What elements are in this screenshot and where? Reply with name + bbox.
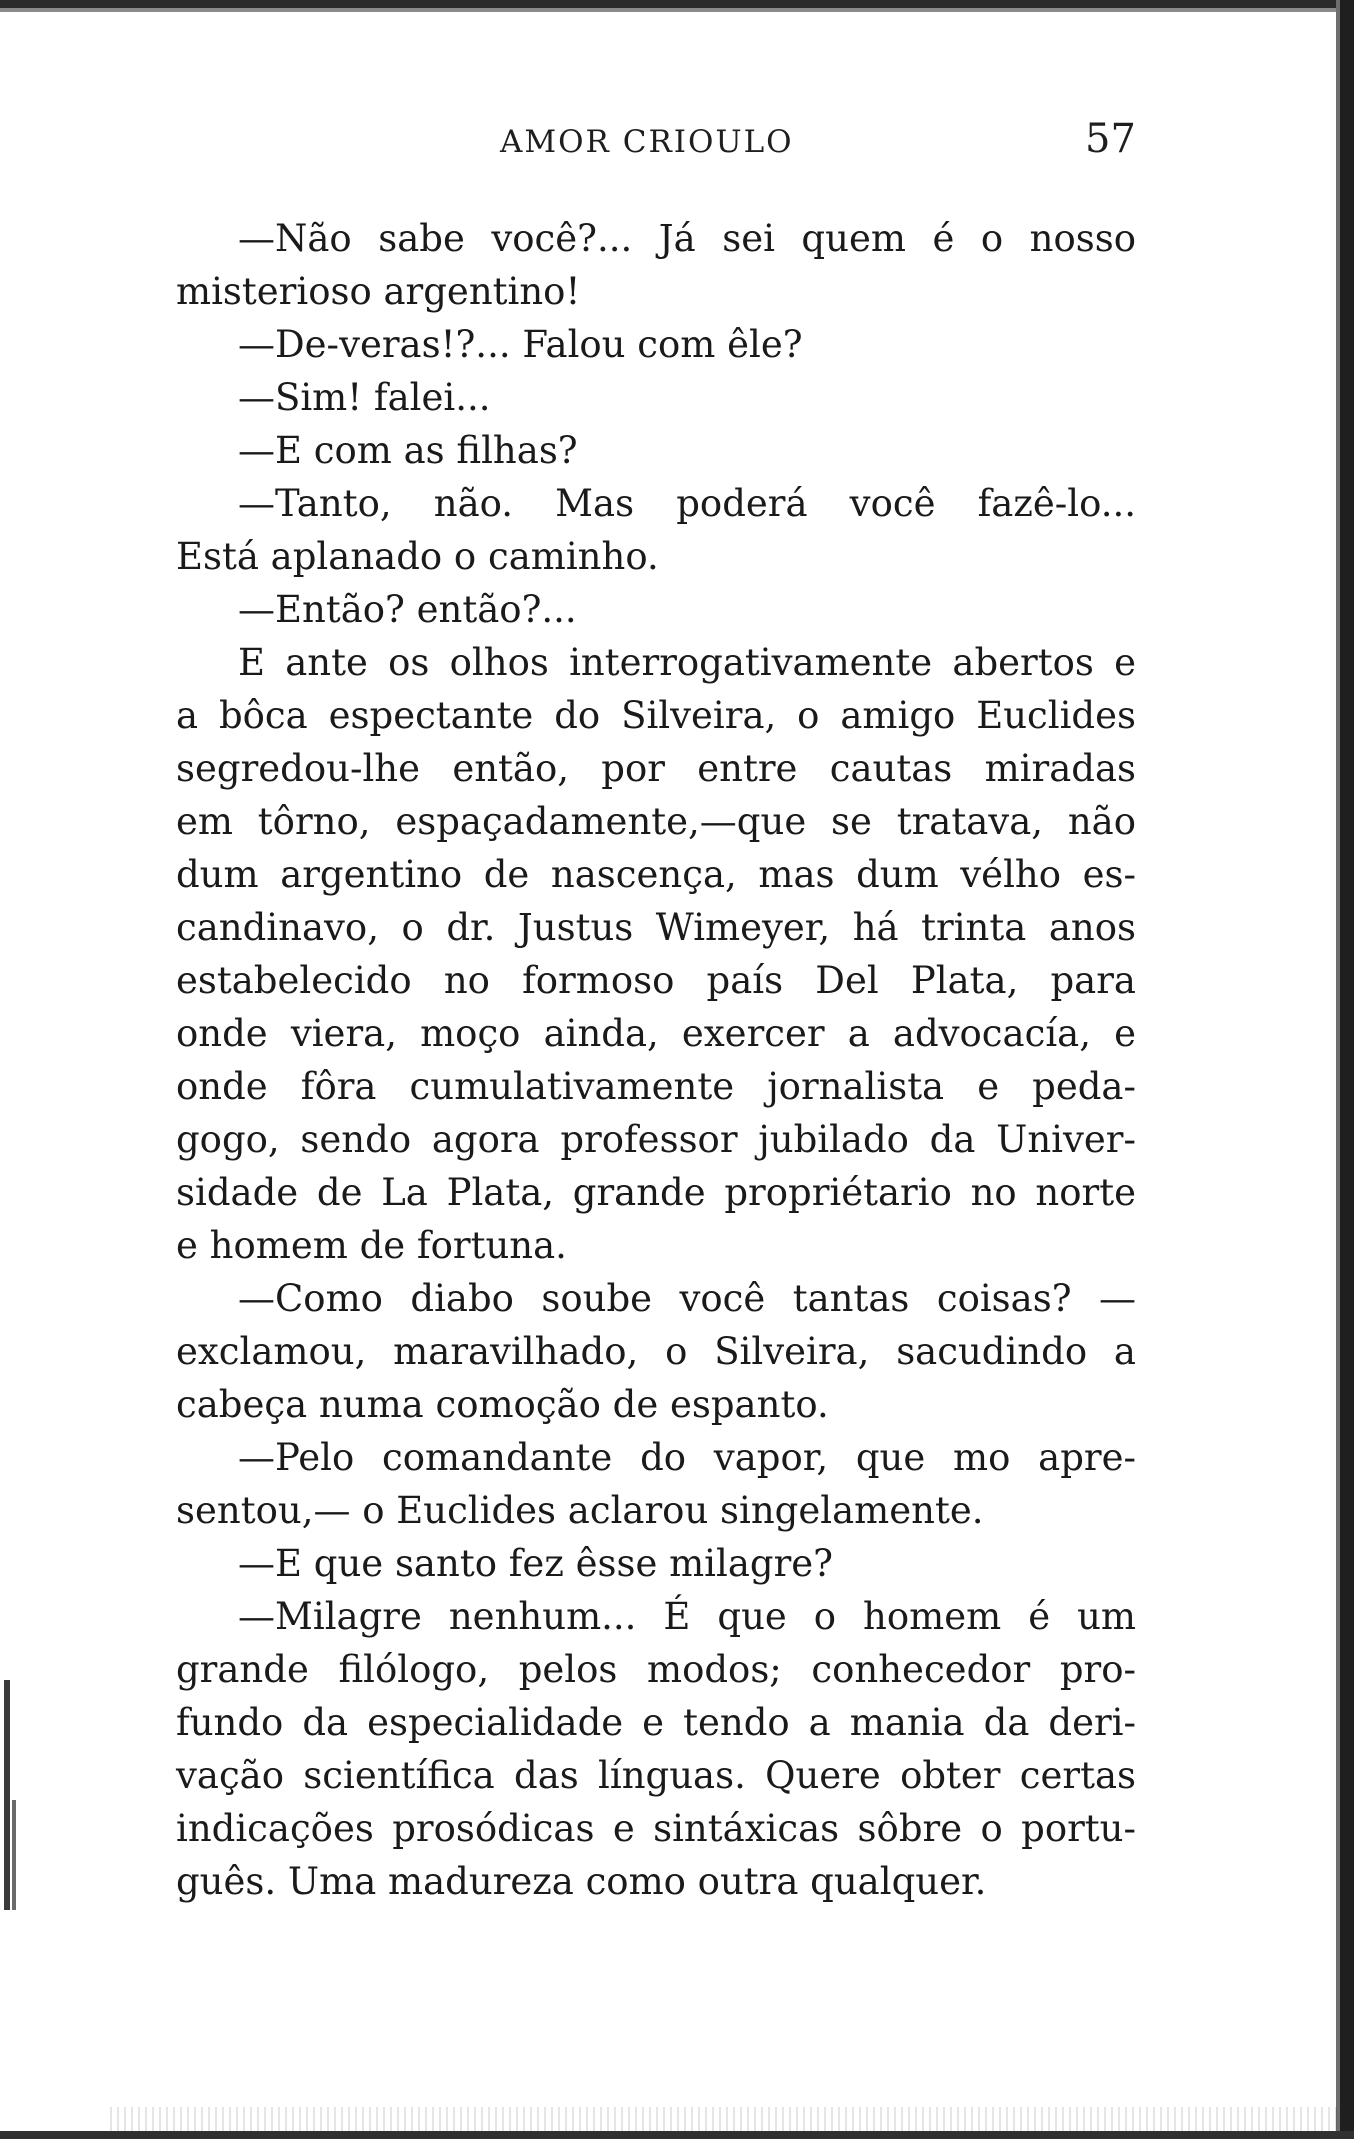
text-line: dum argentino de nascença, mas dum vélho es- — [176, 853, 1136, 896]
scan-edge-bottom — [0, 2131, 1354, 2139]
text-line: —Milagre nenhum... É que o homem é um — [238, 1595, 1136, 1638]
text-line: —Tanto, não. Mas poderá você fazê-lo... — [238, 482, 1136, 525]
scan-edge-right-shadow — [1336, 0, 1340, 2139]
scan-edge-top-shadow — [0, 8, 1354, 12]
text-line: —E que santo fez êsse milagre? — [238, 1542, 834, 1585]
text-line: segredou-lhe então, por entre cautas miradas — [176, 747, 1136, 790]
text-line: —Sim! falei... — [238, 376, 491, 419]
text-line: indicações prosódicas e sintáxicas sôbre o portu- — [176, 1807, 1136, 1850]
text-line: misterioso argentino! — [176, 270, 581, 313]
text-line: em tôrno, espaçadamente,—que se tratava, não — [176, 800, 1136, 843]
text-line: onde viera, moço ainda, exercer a advocacía, e — [176, 1012, 1136, 1055]
text-line: —Então? então?... — [238, 588, 577, 631]
text-line: E ante os olhos interrogativamente abertos e — [238, 641, 1136, 684]
text-line: —E com as filhas? — [238, 429, 578, 472]
text-line: candinavo, o dr. Justus Wimeyer, há trinta anos — [176, 906, 1136, 949]
page-header — [0, 116, 1354, 166]
text-line: —Como diabo soube você tantas coisas? — — [238, 1277, 1136, 1320]
scan-mark-left — [4, 1680, 10, 1910]
scan-edge-top — [0, 0, 1354, 8]
text-line: fundo da especialidade e tendo a mania da deri- — [176, 1701, 1136, 1744]
text-line: cabeça numa comoção de espanto. — [176, 1383, 829, 1426]
text-line: e homem de fortuna. — [176, 1224, 567, 1267]
text-line: gogo, sendo agora professor jubilado da Univer- — [176, 1118, 1136, 1161]
text-line: —Pelo comandante do vapor, que mo apre- — [238, 1436, 1136, 1479]
text-line: onde fôra cumulativamente jornalista e peda- — [176, 1065, 1136, 1108]
running-head: AMOR CRIOULO — [500, 124, 794, 160]
text-line: Está aplanado o caminho. — [176, 535, 659, 578]
text-line: grande filólogo, pelos modos; conhecedor pro- — [176, 1648, 1136, 1691]
text-line: sidade de La Plata, grande propriétario no norte — [176, 1171, 1136, 1214]
text-line: —Não sabe você?... Já sei quem é o nosso — [238, 217, 1136, 260]
text-line: exclamou, maravilhado, o Silveira, sacudindo a — [176, 1330, 1136, 1373]
text-line: estabelecido no formoso país Del Plata, para — [176, 959, 1136, 1002]
text-line: guês. Uma madureza como outra qualquer. — [176, 1860, 987, 1903]
text-line: —De-veras!?... Falou com êle? — [238, 323, 803, 366]
text-line: sentou,— o Euclides aclarou singelamente. — [176, 1489, 984, 1532]
page-body-text — [176, 212, 1136, 1908]
text-line: a bôca espectante do Silveira, o amigo Euclides — [176, 694, 1136, 737]
scan-noise-bottom — [110, 2107, 1340, 2131]
text-line: vação scientífica das línguas. Quere obter certas — [176, 1754, 1136, 1797]
page-number: 57 — [1085, 116, 1136, 162]
scan-edge-right — [1340, 0, 1354, 2139]
scan-mark-left-secondary — [12, 1800, 16, 1910]
